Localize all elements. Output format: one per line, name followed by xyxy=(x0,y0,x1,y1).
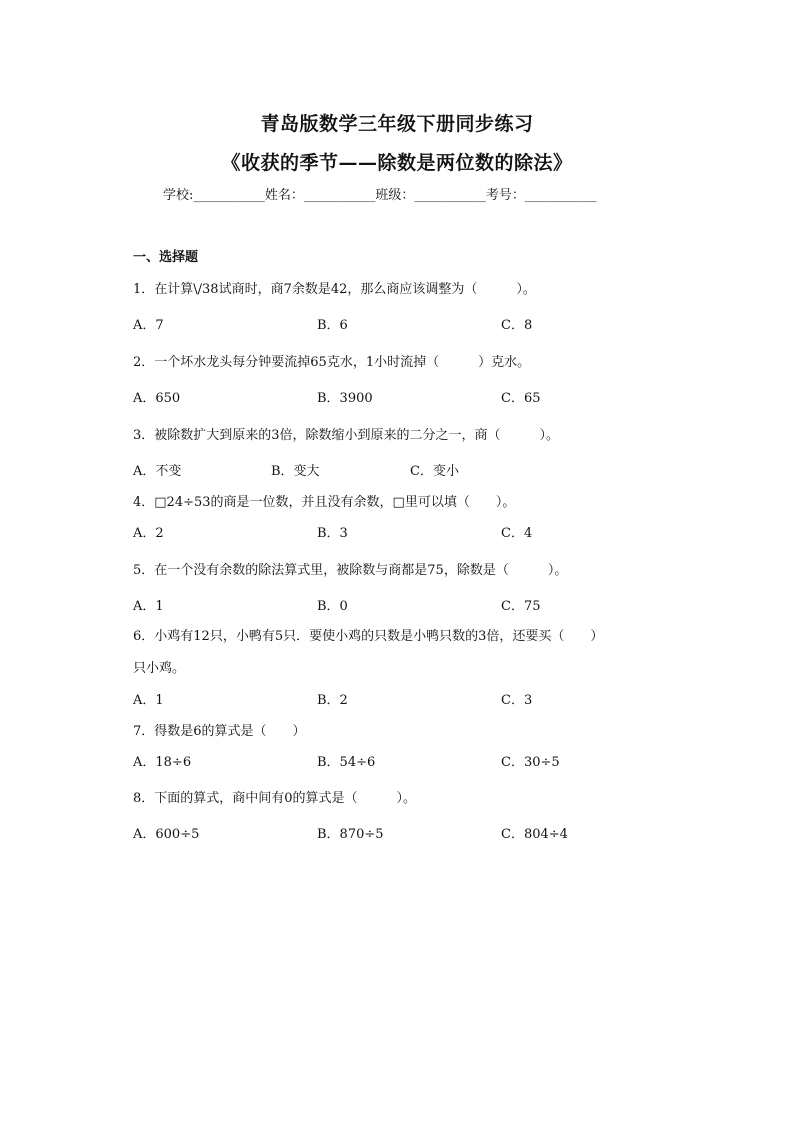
q8-option-a: A．600÷5 xyxy=(133,827,200,842)
q1-option-c: C．8 xyxy=(501,318,533,333)
q5-option-b: B．0 xyxy=(317,599,348,614)
question-1: 1．在计算\/38试商时，商7余数是42，那么商应该调整为（ ）。 xyxy=(133,282,536,297)
q8-option-c: C．804÷4 xyxy=(501,827,568,842)
question-5: 5．在一个没有余数的除法算式里，被除数与商都是75，除数是（ ）。 xyxy=(133,563,568,578)
student-info-line: 学校:___________姓名：___________班级：___________考号：___________ xyxy=(163,188,597,203)
question-8: 8．下面的算式，商中间有0的算式是（ ）。 xyxy=(133,791,417,806)
q6-option-b: B．2 xyxy=(317,693,348,708)
q7-option-a: A．18÷6 xyxy=(133,755,192,770)
q3-option-c: C．变小 xyxy=(410,464,459,479)
q2-option-c: C．65 xyxy=(501,391,541,406)
q7-option-b: B．54÷6 xyxy=(317,755,376,770)
page-subtitle: 《收获的季节——除数是两位数的除法》 xyxy=(221,152,573,174)
q1-option-b: B．6 xyxy=(317,318,348,333)
question-3: 3．被除数扩大到原来的3倍，除数缩小到原来的二分之一，商（ ）。 xyxy=(133,428,560,443)
q3-option-a: A．不变 xyxy=(133,464,182,479)
q3-option-b: B．变大 xyxy=(271,464,320,479)
question-6: 6．小鸡有12只，小鸭有5只．要使小鸡的只数是小鸭只数的3倍，还要买（ ） xyxy=(133,629,604,644)
question-4: 4．□24÷53的商是一位数，并且没有余数，□里可以填（ ）。 xyxy=(133,495,516,510)
q4-option-c: C．4 xyxy=(501,526,533,541)
q5-option-a: A．1 xyxy=(133,599,164,614)
q4-option-a: A．2 xyxy=(133,526,164,541)
page-title: 青岛版数学三年级下册同步练习 xyxy=(260,113,534,135)
q4-option-b: B．3 xyxy=(317,526,348,541)
q2-option-a: A．650 xyxy=(133,391,181,406)
question-6-continued: 只小鸡。 xyxy=(133,661,186,676)
q8-option-b: B．870÷5 xyxy=(317,827,384,842)
q1-option-a: A．7 xyxy=(133,318,164,333)
q6-option-a: A．1 xyxy=(133,693,164,708)
question-2: 2．一个坏水龙头每分钟要流掉65克水，1小时流掉（ ）克水。 xyxy=(133,355,531,370)
section-heading: 一、选择题 xyxy=(133,250,199,265)
q7-option-c: C．30÷5 xyxy=(501,755,560,770)
question-7: 7．得数是6的算式是（ ） xyxy=(133,724,306,739)
q2-option-b: B．3900 xyxy=(317,391,373,406)
q6-option-c: C．3 xyxy=(501,693,533,708)
q5-option-c: C．75 xyxy=(501,599,541,614)
